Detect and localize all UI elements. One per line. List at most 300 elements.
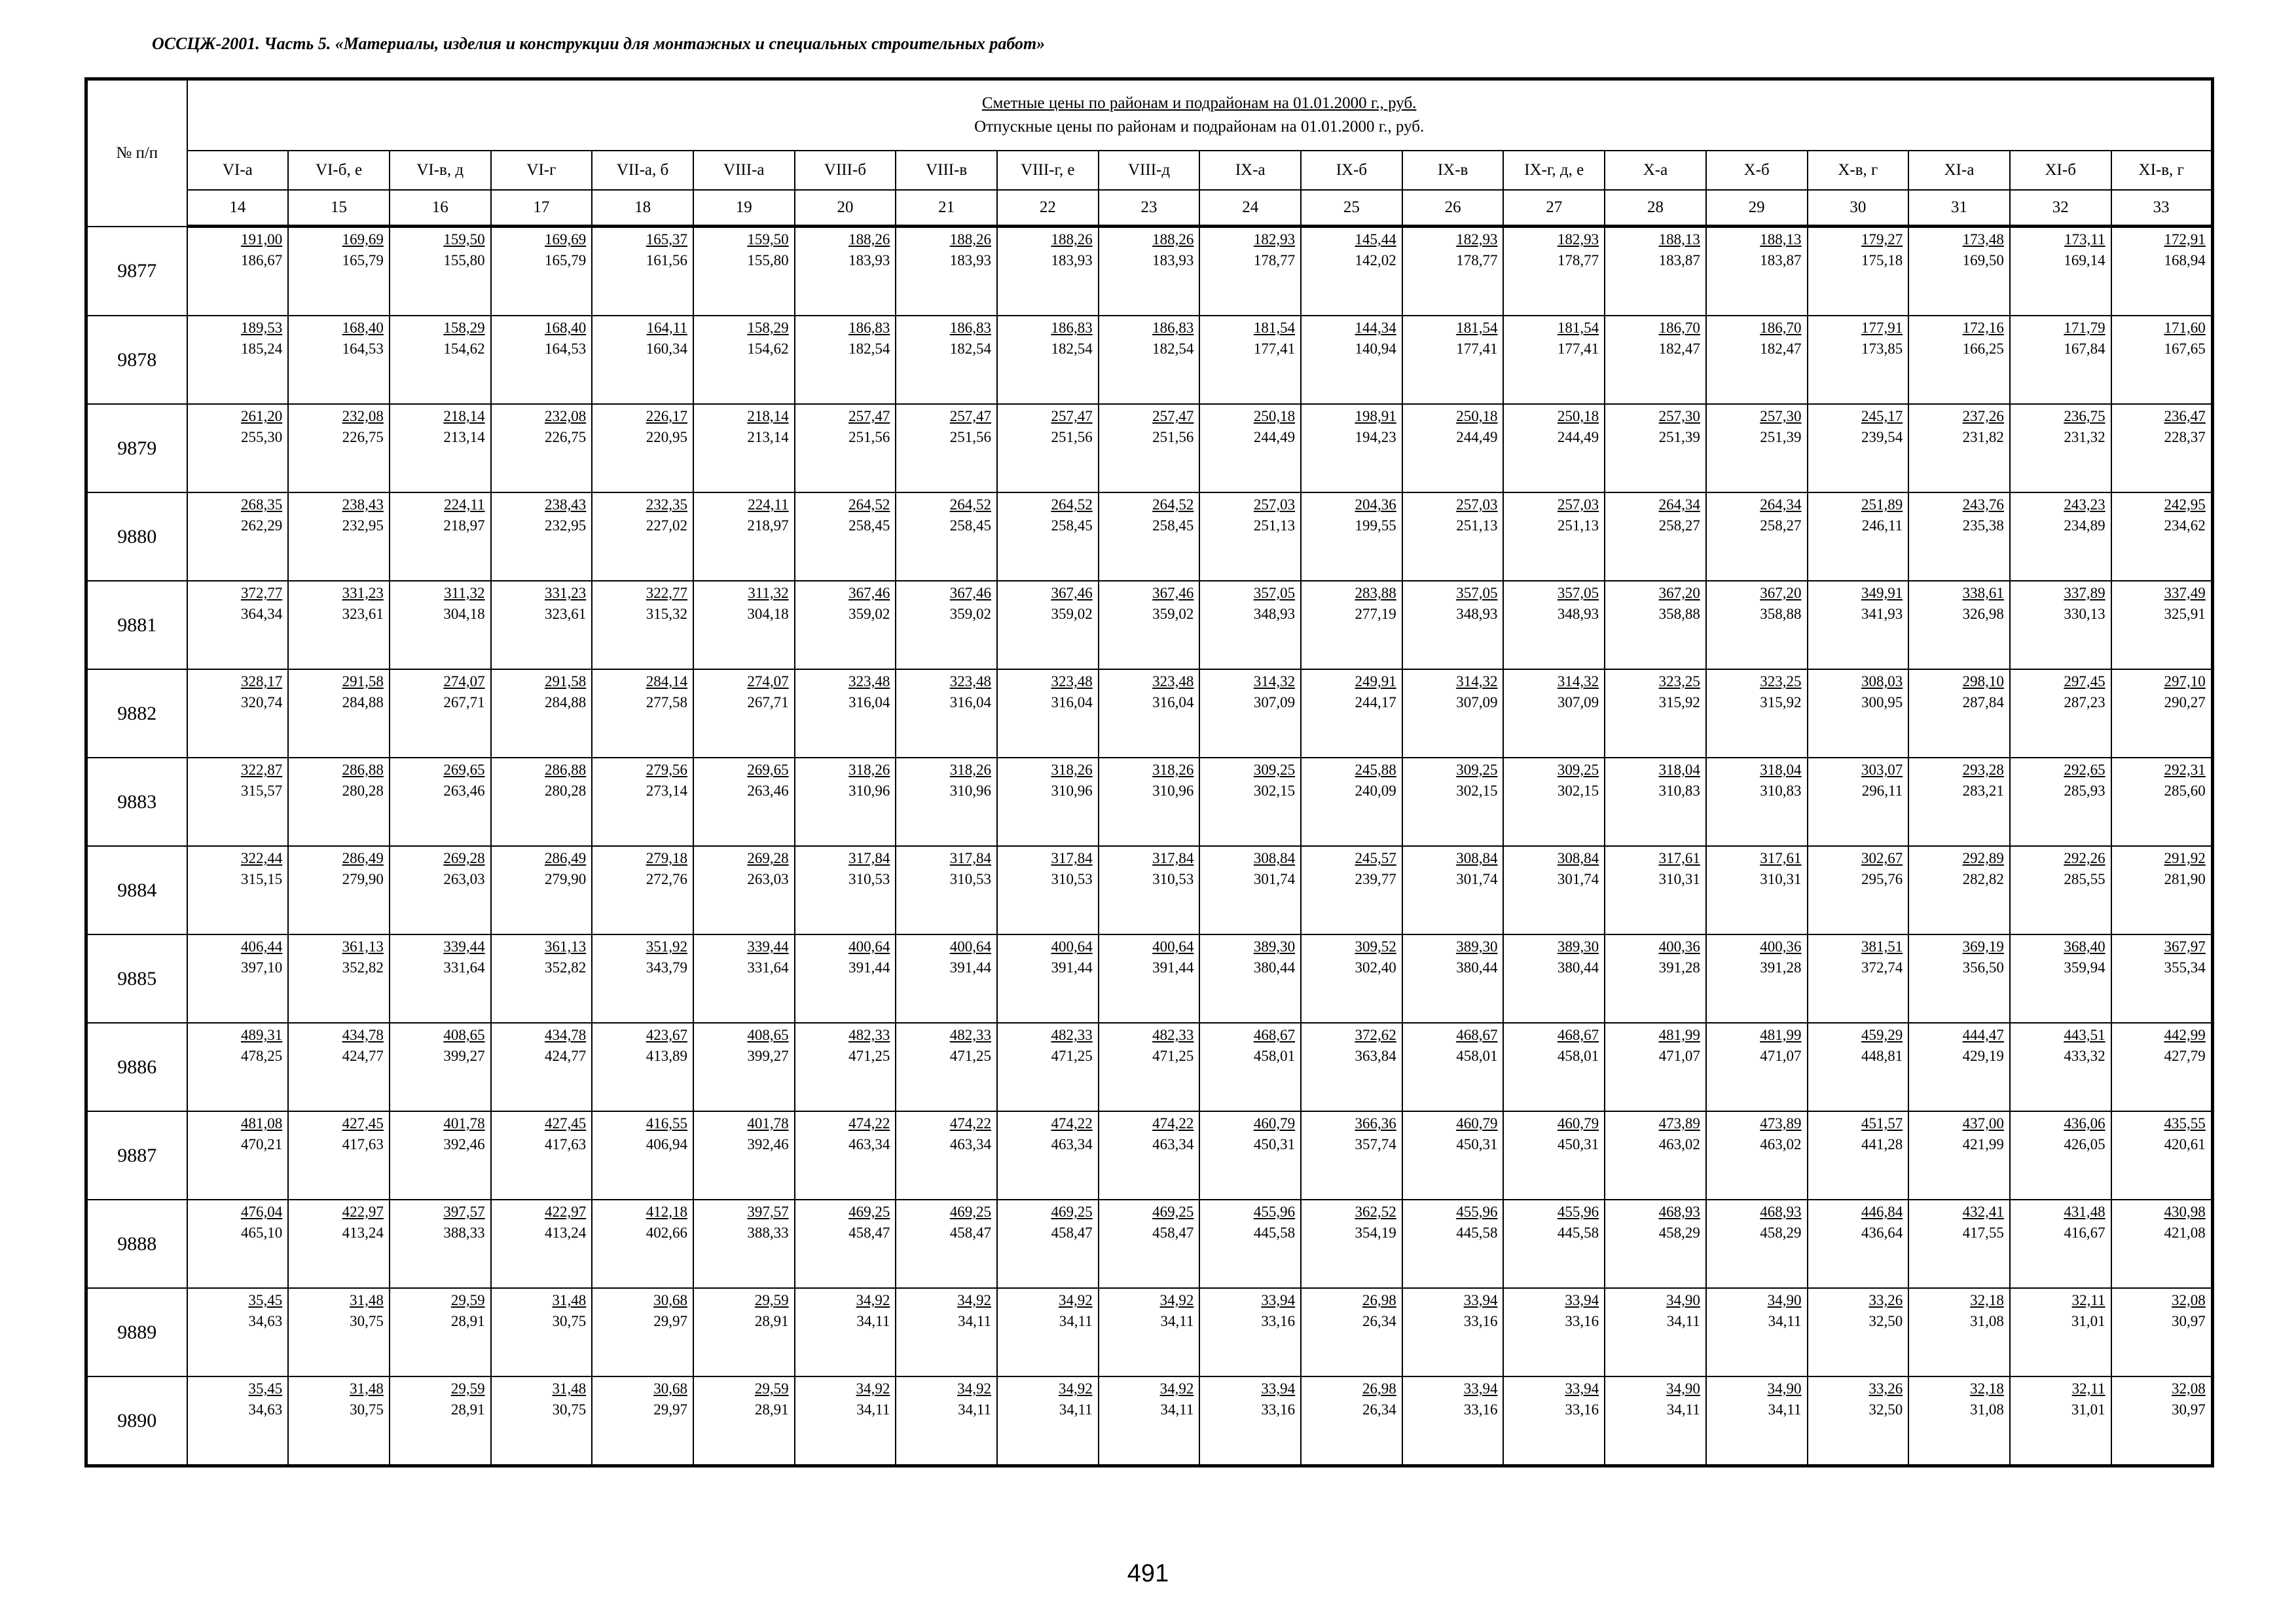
estimate-price: 416,55 (646, 1115, 687, 1132)
release-price: 182,47 (1658, 341, 1700, 357)
price-cell (997, 581, 1099, 669)
price-cell (1808, 227, 1909, 316)
estimate-price: 188,26 (949, 231, 991, 248)
estimate-price: 286,88 (342, 762, 384, 778)
release-price: 417,63 (342, 1136, 384, 1153)
release-price: 30,97 (2172, 1401, 2206, 1418)
estimate-price: 400,36 (1760, 938, 1802, 955)
price-cell (1099, 669, 1200, 758)
price-cell (997, 846, 1099, 934)
column-number: 30 (1808, 190, 1909, 227)
price-cell (2010, 846, 2111, 934)
price-cell (1099, 1200, 1200, 1288)
release-price: 263,46 (443, 783, 485, 799)
estimate-price: 257,47 (848, 408, 890, 424)
price-cell (1908, 1023, 2010, 1111)
price-cell (1099, 1023, 1200, 1111)
estimate-price: 34,92 (856, 1380, 890, 1397)
price-cell (1199, 404, 1301, 492)
price-cell (997, 934, 1099, 1023)
column-number-row (86, 190, 2213, 227)
release-price: 199,55 (1355, 517, 1396, 534)
estimate-price: 473,89 (1760, 1115, 1802, 1132)
estimate-price: 186,70 (1760, 320, 1802, 336)
release-price: 182,54 (949, 341, 991, 357)
estimate-price: 357,05 (1253, 585, 1296, 601)
estimate-price: 226,17 (646, 408, 687, 424)
price-cell (1706, 581, 1808, 669)
release-price: 427,79 (2164, 1048, 2206, 1064)
release-price: 244,49 (1557, 429, 1599, 445)
release-price: 426,05 (2064, 1136, 2105, 1153)
release-price: 183,93 (1051, 252, 1093, 268)
estimate-price: 323,25 (1658, 673, 1700, 690)
price-cell (187, 1376, 289, 1466)
estimate-price: 317,84 (949, 850, 991, 866)
price-cell (1706, 758, 1808, 846)
estimate-price: 297,45 (2064, 673, 2105, 690)
estimate-price: 337,49 (2164, 585, 2206, 601)
release-price: 300,95 (1861, 694, 1903, 710)
price-cell (390, 758, 491, 846)
release-price: 441,28 (1861, 1136, 1903, 1153)
release-price: 185,24 (240, 341, 283, 357)
estimate-price: 389,30 (1253, 938, 1296, 955)
estimate-price: 179,27 (1861, 231, 1903, 248)
price-cell (1808, 1376, 1909, 1466)
price-cell (1199, 1200, 1301, 1288)
region-header: X-а (1605, 151, 1706, 190)
release-price: 282,82 (1962, 871, 2004, 887)
price-cell (1301, 1023, 1402, 1111)
price-cell (693, 1023, 795, 1111)
release-price: 304,18 (747, 606, 789, 622)
price-cell (997, 404, 1099, 492)
release-price: 251,56 (848, 429, 890, 445)
release-price: 244,17 (1355, 694, 1396, 710)
region-header: X-б (1706, 151, 1808, 190)
release-price: 359,02 (1051, 606, 1093, 622)
release-price: 315,92 (1658, 694, 1700, 710)
release-price: 372,74 (1861, 959, 1903, 976)
release-price: 391,44 (1051, 959, 1093, 976)
release-price: 287,23 (2064, 694, 2105, 710)
price-cell (390, 227, 491, 316)
column-number: 14 (187, 190, 289, 227)
estimate-price: 29,59 (450, 1292, 485, 1308)
price-cell (390, 1111, 491, 1200)
row-number: 9885 (86, 934, 187, 1023)
release-price: 285,55 (2064, 871, 2105, 887)
price-cell (1605, 1376, 1706, 1466)
estimate-price: 186,83 (1152, 320, 1194, 336)
release-price: 258,27 (1760, 517, 1802, 534)
estimate-price: 459,29 (1861, 1027, 1903, 1043)
estimate-price: 361,13 (342, 938, 384, 955)
price-cell (1199, 669, 1301, 758)
estimate-price: 30,68 (653, 1380, 687, 1397)
estimate-price: 34,92 (1058, 1292, 1093, 1308)
price-cell (1706, 669, 1808, 758)
price-cell (1199, 227, 1301, 316)
estimate-price: 427,45 (342, 1115, 384, 1132)
release-price: 463,34 (1152, 1136, 1194, 1153)
price-cell (896, 846, 997, 934)
estimate-price: 29,59 (754, 1292, 789, 1308)
release-price: 285,93 (2064, 783, 2105, 799)
price-cell (2111, 227, 2213, 316)
release-price: 424,77 (342, 1048, 384, 1064)
release-price: 310,31 (1760, 871, 1802, 887)
release-price: 302,15 (1456, 783, 1498, 799)
estimate-price: 264,52 (848, 496, 890, 513)
price-cell (187, 492, 289, 581)
price-cell (2010, 1376, 2111, 1466)
estimate-price: 292,65 (2064, 762, 2105, 778)
release-price: 470,21 (240, 1136, 283, 1153)
release-price: 458,01 (1456, 1048, 1498, 1064)
release-price: 28,91 (450, 1313, 485, 1329)
release-price: 471,25 (1152, 1048, 1194, 1064)
release-price: 182,54 (1051, 341, 1093, 357)
price-cell (1706, 934, 1808, 1023)
price-cell (1099, 581, 1200, 669)
release-price: 356,50 (1962, 959, 2004, 976)
column-number: 32 (2010, 190, 2111, 227)
price-cell (1503, 846, 1605, 934)
price-cell (1301, 581, 1402, 669)
price-cell (1199, 1023, 1301, 1111)
release-price: 463,02 (1760, 1136, 1802, 1153)
price-cell (1503, 758, 1605, 846)
release-price: 258,45 (1051, 517, 1093, 534)
estimate-price: 397,57 (443, 1204, 485, 1220)
price-cell (2111, 404, 2213, 492)
estimate-price-title: Сметные цены по районам и подрайонам на 01.01.2000 г., руб. (981, 94, 1417, 112)
release-price: 34,11 (1059, 1401, 1093, 1418)
price-cell (2010, 758, 2111, 846)
estimate-price: 169,69 (342, 231, 384, 248)
estimate-price: 34,90 (1767, 1292, 1802, 1308)
price-cell (491, 316, 592, 404)
release-price: 310,96 (1152, 783, 1194, 799)
estimate-price: 367,46 (848, 585, 890, 601)
release-price: 417,55 (1962, 1225, 2004, 1241)
release-price: 458,47 (1152, 1225, 1194, 1241)
table-row (86, 581, 2213, 669)
release-price: 34,11 (856, 1313, 890, 1329)
price-cell (1301, 1111, 1402, 1200)
column-number: 19 (693, 190, 795, 227)
release-price: 471,25 (848, 1048, 890, 1064)
price-cell (288, 669, 390, 758)
estimate-price: 32,08 (2172, 1380, 2206, 1397)
price-cell (2010, 1288, 2111, 1376)
price-cell (1605, 758, 1706, 846)
release-price: 364,34 (240, 606, 283, 622)
release-price: 213,14 (443, 429, 485, 445)
price-cell (288, 1023, 390, 1111)
price-cell (288, 1200, 390, 1288)
price-cell (592, 1200, 693, 1288)
table-row (86, 316, 2213, 404)
price-cell (592, 758, 693, 846)
estimate-price: 224,11 (444, 496, 485, 513)
estimate-price: 35,45 (248, 1380, 283, 1397)
release-price: 348,93 (1456, 606, 1498, 622)
price-cell (1706, 227, 1808, 316)
table-row (86, 1200, 2213, 1288)
region-header: IX-б (1301, 151, 1402, 190)
release-price: 330,13 (2064, 606, 2105, 622)
estimate-price: 34,92 (1159, 1292, 1194, 1308)
table-row (86, 1376, 2213, 1466)
release-price: 33,16 (1261, 1313, 1296, 1329)
column-number: 28 (1605, 190, 1706, 227)
release-price: 31,01 (2071, 1401, 2105, 1418)
price-cell (896, 758, 997, 846)
release-price: 429,19 (1962, 1048, 2004, 1064)
price-cell (795, 404, 896, 492)
price-cell (390, 316, 491, 404)
num-column-header: № п/п (86, 79, 187, 227)
estimate-price: 29,59 (450, 1380, 485, 1397)
estimate-price: 436,06 (2064, 1115, 2105, 1132)
estimate-price: 309,25 (1253, 762, 1296, 778)
release-price: 155,80 (443, 252, 485, 268)
estimate-price: 473,89 (1658, 1115, 1700, 1132)
release-price: 33,16 (1463, 1313, 1498, 1329)
release-price: 388,33 (443, 1225, 485, 1241)
price-cell (1199, 316, 1301, 404)
release-price: 34,11 (958, 1313, 991, 1329)
region-header: XI-в, г (2111, 151, 2213, 190)
estimate-price: 257,47 (949, 408, 991, 424)
estimate-price: 291,92 (2164, 850, 2206, 866)
price-cell (2010, 1200, 2111, 1288)
release-price: 331,64 (747, 959, 789, 976)
release-price: 183,93 (949, 252, 991, 268)
estimate-price: 381,51 (1861, 938, 1903, 955)
price-cell (1706, 316, 1808, 404)
estimate-price: 397,57 (747, 1204, 789, 1220)
estimate-price: 317,84 (848, 850, 890, 866)
release-price: 277,58 (646, 694, 687, 710)
price-cell (997, 1023, 1099, 1111)
column-number: 23 (1099, 190, 1200, 227)
estimate-price: 389,30 (1557, 938, 1599, 955)
release-price: 458,29 (1658, 1225, 1700, 1241)
estimate-price: 318,26 (949, 762, 991, 778)
estimate-price: 274,07 (747, 673, 789, 690)
price-cell (1908, 934, 2010, 1023)
estimate-price: 431,48 (2064, 1204, 2105, 1220)
release-price: 326,98 (1962, 606, 2004, 622)
estimate-price: 191,00 (240, 231, 283, 248)
estimate-price: 171,79 (2064, 320, 2105, 336)
release-price: 301,74 (1253, 871, 1296, 887)
release-price: 178,77 (1253, 252, 1296, 268)
estimate-price: 367,46 (1051, 585, 1093, 601)
estimate-price: 245,57 (1355, 850, 1396, 866)
estimate-price: 318,26 (1051, 762, 1093, 778)
estimate-price: 435,55 (2164, 1115, 2206, 1132)
estimate-price: 264,34 (1658, 496, 1700, 513)
price-cell (896, 581, 997, 669)
price-cell (896, 1288, 997, 1376)
release-price: 280,28 (545, 783, 587, 799)
release-price: 471,07 (1658, 1048, 1700, 1064)
price-cell (1605, 404, 1706, 492)
price-cell (2111, 492, 2213, 581)
estimate-price: 460,79 (1456, 1115, 1498, 1132)
release-price: 29,97 (653, 1313, 687, 1329)
price-cell (187, 934, 289, 1023)
price-cell (1908, 1111, 2010, 1200)
price-cell (1605, 492, 1706, 581)
price-cell (592, 1023, 693, 1111)
price-cell (491, 492, 592, 581)
estimate-price: 317,61 (1760, 850, 1802, 866)
release-price: 173,85 (1861, 341, 1903, 357)
price-cell (997, 1288, 1099, 1376)
price-cell (2111, 846, 2213, 934)
estimate-price: 34,92 (1058, 1380, 1093, 1397)
estimate-price: 34,92 (856, 1292, 890, 1308)
estimate-price: 173,11 (2064, 231, 2105, 248)
region-header: VIII-а (693, 151, 795, 190)
price-cell (1808, 492, 1909, 581)
price-cell (288, 1288, 390, 1376)
price-cell (1402, 758, 1504, 846)
release-price: 164,53 (545, 341, 587, 357)
release-price: 186,67 (240, 252, 283, 268)
price-cell (491, 758, 592, 846)
price-cell (1099, 404, 1200, 492)
estimate-price: 367,97 (2164, 938, 2206, 955)
price-cell (1706, 404, 1808, 492)
price-cell (693, 581, 795, 669)
price-cell (491, 227, 592, 316)
price-cell (2010, 581, 2111, 669)
release-price: 26,34 (1362, 1401, 1396, 1418)
estimate-price: 236,47 (2164, 408, 2206, 424)
row-number: 9888 (86, 1200, 187, 1288)
price-cell (187, 581, 289, 669)
estimate-price: 182,93 (1456, 231, 1498, 248)
estimate-price: 257,03 (1253, 496, 1296, 513)
estimate-price: 318,04 (1658, 762, 1700, 778)
estimate-price: 279,18 (646, 850, 687, 866)
estimate-price: 318,26 (1152, 762, 1194, 778)
release-price: 235,38 (1962, 517, 2004, 534)
release-price: 391,44 (1152, 959, 1194, 976)
release-price: 251,13 (1253, 517, 1296, 534)
estimate-price: 323,25 (1760, 673, 1802, 690)
estimate-price: 257,30 (1760, 408, 1802, 424)
row-number: 9890 (86, 1376, 187, 1466)
estimate-price: 34,90 (1666, 1292, 1700, 1308)
price-cell (795, 934, 896, 1023)
price-cell (1402, 1023, 1504, 1111)
price-cell (1706, 1376, 1808, 1466)
release-price: 323,61 (342, 606, 384, 622)
estimate-price: 389,30 (1456, 938, 1498, 955)
release-price: 32,50 (1868, 1401, 1903, 1418)
release-price: 310,96 (848, 783, 890, 799)
row-number: 9881 (86, 581, 187, 669)
estimate-price: 257,03 (1456, 496, 1498, 513)
release-price: 33,16 (1565, 1313, 1599, 1329)
estimate-price: 286,49 (545, 850, 587, 866)
estimate-price: 181,54 (1253, 320, 1296, 336)
release-price: 433,32 (2064, 1048, 2105, 1064)
estimate-price: 144,34 (1355, 320, 1396, 336)
column-number: 21 (896, 190, 997, 227)
release-price: 177,41 (1253, 341, 1296, 357)
price-cell (288, 316, 390, 404)
estimate-price: 249,91 (1355, 673, 1396, 690)
price-cell (1605, 1111, 1706, 1200)
estimate-price: 481,99 (1658, 1027, 1700, 1043)
estimate-price: 32,11 (2071, 1292, 2105, 1308)
price-cell (1808, 758, 1909, 846)
estimate-price: 218,14 (443, 408, 485, 424)
price-cell (997, 758, 1099, 846)
release-price: 280,28 (342, 783, 384, 799)
price-cell (1808, 669, 1909, 758)
release-price: 140,94 (1355, 341, 1396, 357)
price-cell (1199, 1288, 1301, 1376)
release-price: 30,97 (2172, 1313, 2206, 1329)
price-cell (997, 316, 1099, 404)
price-cell (1402, 669, 1504, 758)
price-cell (795, 1376, 896, 1466)
estimate-price: 308,84 (1253, 850, 1296, 866)
column-number: 25 (1301, 190, 1402, 227)
release-price: 183,93 (848, 252, 890, 268)
price-cell (187, 227, 289, 316)
price-cell (1808, 1288, 1909, 1376)
estimate-price: 186,83 (848, 320, 890, 336)
release-price: 228,37 (2164, 429, 2206, 445)
estimate-price: 165,37 (646, 231, 687, 248)
estimate-price: 32,08 (2172, 1292, 2206, 1308)
price-cell (491, 1376, 592, 1466)
price-cell (1605, 934, 1706, 1023)
price-cell (1402, 1288, 1504, 1376)
release-price: 392,46 (443, 1136, 485, 1153)
release-price: 33,16 (1261, 1401, 1296, 1418)
estimate-price: 302,67 (1861, 850, 1903, 866)
release-price: 315,32 (646, 606, 687, 622)
table-row (86, 1023, 2213, 1111)
estimate-price: 33,26 (1868, 1380, 1903, 1397)
price-cell (795, 758, 896, 846)
release-price: 421,08 (2164, 1225, 2206, 1241)
release-price: 164,53 (342, 341, 384, 357)
release-price: 239,54 (1861, 429, 1903, 445)
estimate-price: 323,48 (949, 673, 991, 690)
release-price: 34,11 (1666, 1313, 1700, 1329)
release-price: 341,93 (1861, 606, 1903, 622)
release-price: 391,44 (848, 959, 890, 976)
release-price: 463,34 (1051, 1136, 1093, 1153)
release-price: 142,02 (1355, 252, 1396, 268)
price-cell (2010, 492, 2111, 581)
estimate-price: 323,48 (1152, 673, 1194, 690)
release-price: 352,82 (545, 959, 587, 976)
